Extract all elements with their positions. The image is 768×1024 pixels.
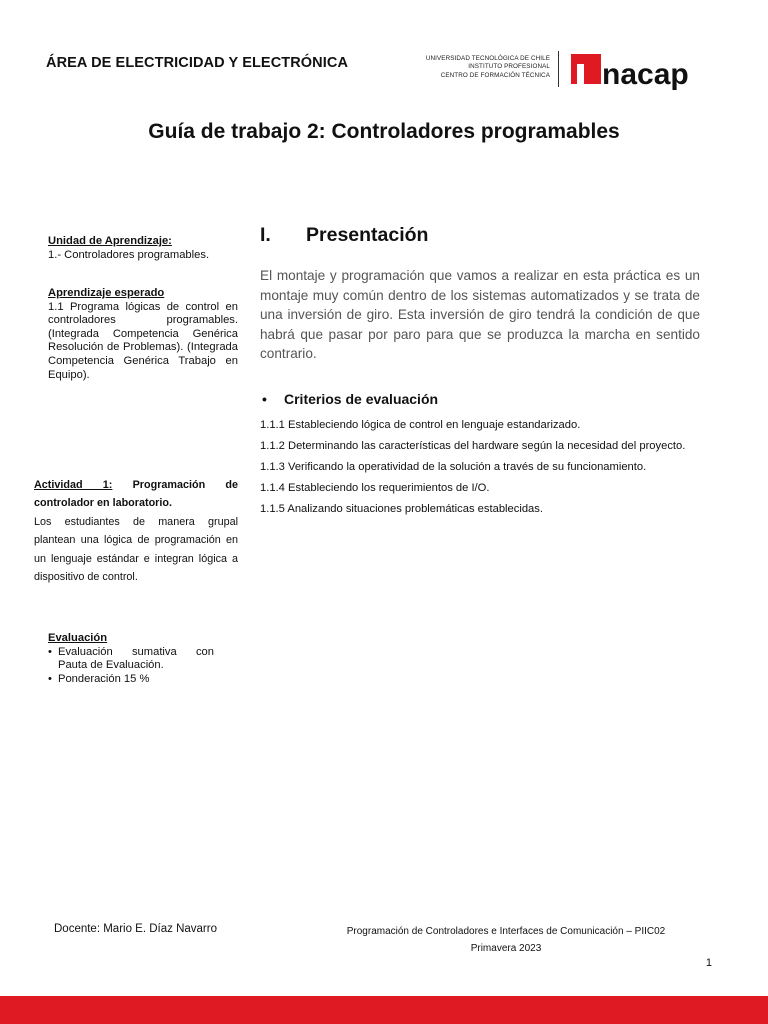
- docente: Docente: Mario E. Díaz Navarro: [54, 923, 217, 935]
- evaluacion-heading: Evaluación: [48, 632, 108, 644]
- criterios-list: [260, 418, 700, 523]
- presentacion-heading: [260, 224, 428, 247]
- actividad-section: [34, 476, 238, 586]
- area-title: ÁREA DE ELECTRICIDAD Y ELECTRÓNICA: [46, 55, 349, 71]
- presentacion-text: El montaje y programación que vamos a realizar en esta práctica es un montaje muy común dentro de los sistemas automatizados y se trata de una inversión de giro. Esta inversión de giro tendrá la condición de que habrá que pasar por paro para que se produzca la marcha en sentido contrario.: [260, 268, 700, 361]
- course-name: Programación de Controladores e Interfaces de Comunicación – PIIC02: [346, 926, 666, 937]
- aprendizaje-text: 1.1 Programa lógicas de control en controladores programables. (Integrada Competencia Genérica Resolución de Problemas). (Integrada Competencia Genérica Trabajo en Equipo).: [48, 300, 238, 381]
- evaluacion-item: • Ponderación 15 %: [48, 673, 214, 687]
- unidad-heading: Unidad de Aprendizaje:: [48, 235, 172, 247]
- actividad-text: Los estudiantes de manera grupal plantean una lógica de programación en un lenguaje estándar e integran lógica a dispositivo de control.: [34, 515, 238, 584]
- unidad-text: 1.- Controladores programables.: [48, 248, 210, 261]
- evaluacion-item: • Evaluación sumativa con Pauta de Evaluación.: [48, 646, 214, 673]
- actividad-title: Programación de controlador en laboratorio.: [34, 479, 239, 510]
- institution-line: CENTRO DE FORMACIÓN TÉCNICA: [440, 71, 550, 79]
- footer-red-bar: [0, 996, 768, 1024]
- criterio-item: 1.1.3 Verificando la operatividad de la solución a través de su funcionamiento.: [260, 461, 647, 473]
- criterio-item: 1.1.2 Determinando las características del hardware según la necesidad del proyecto.: [260, 440, 686, 452]
- evaluacion-list: [48, 646, 214, 687]
- bullet-icon: •: [262, 391, 267, 407]
- section-title: Presentación: [306, 224, 429, 246]
- criterio-item: 1.1.4 Estableciendo los requerimientos de I/O.: [260, 482, 490, 494]
- page-number: 1: [705, 957, 712, 969]
- course-term: Primavera 2023: [470, 943, 542, 954]
- institution-line: INSTITUTO PROFESIONAL: [468, 63, 550, 71]
- course-info: [320, 923, 692, 957]
- criterio-item: 1.1.1 Estableciendo lógica de control en lenguaje estandarizado.: [260, 419, 581, 431]
- institution-lines: [400, 55, 550, 80]
- evaluacion-section: [48, 632, 214, 686]
- section-number: I.: [260, 224, 271, 246]
- actividad-heading: [34, 476, 238, 513]
- unidad-section: [48, 235, 238, 262]
- actividad-label: Actividad 1:: [34, 479, 113, 491]
- criterio-item: 1.1.5 Analizando situaciones problemáticas establecidas.: [260, 503, 543, 515]
- aprendizaje-section: [48, 287, 238, 382]
- svg-text:nacap: nacap: [602, 58, 689, 91]
- criterios-title: Criterios de evaluación: [284, 391, 439, 407]
- logo-divider: [558, 51, 559, 87]
- institution-line: UNIVERSIDAD TECNOLÓGICA DE CHILE: [425, 55, 550, 62]
- inacap-logo: [570, 48, 710, 92]
- page-title: Guía de trabajo 2: Controladores programables: [148, 120, 620, 143]
- aprendizaje-heading: Aprendizaje esperado: [48, 287, 165, 299]
- criterios-heading: [262, 391, 438, 407]
